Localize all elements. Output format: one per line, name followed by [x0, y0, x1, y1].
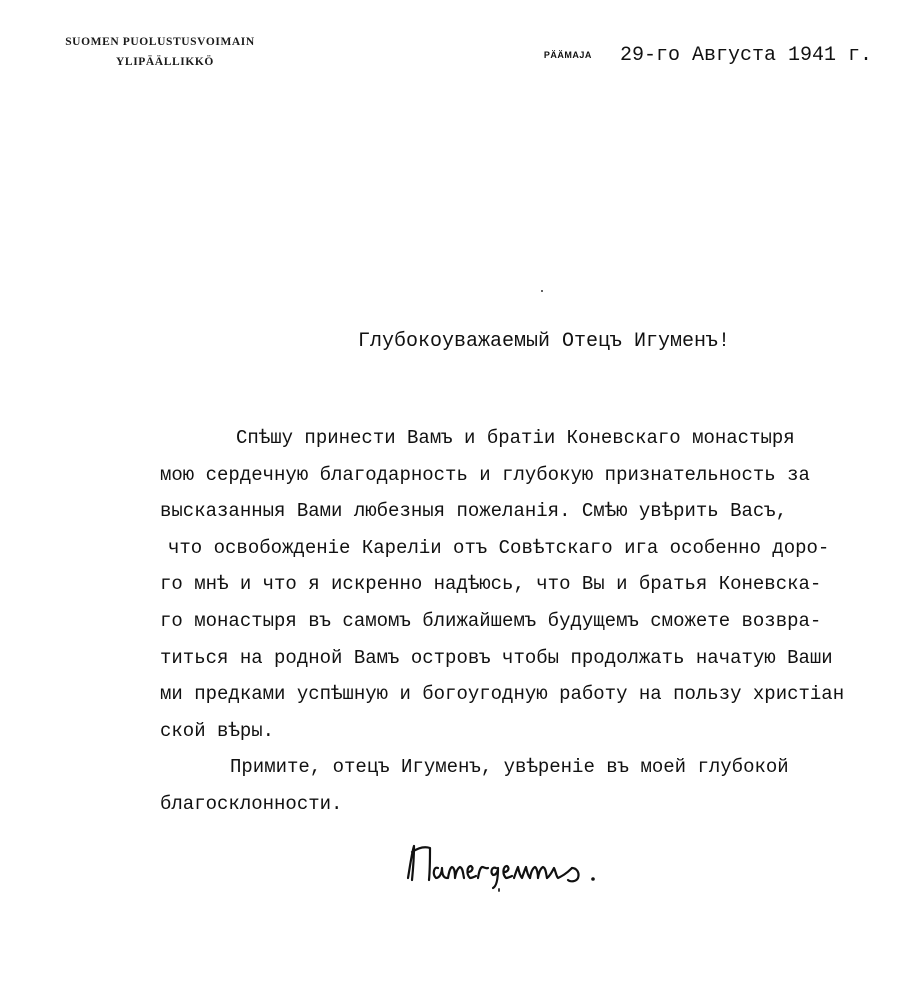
letterhead-line-1: SUOMEN PUOLUSTUSVOIMAIN — [65, 36, 255, 48]
letter-body — [160, 420, 900, 823]
closing-line: благосклонности. — [160, 792, 343, 815]
salutation: Глубокоуважаемый Отецъ Игуменъ! — [358, 330, 731, 353]
body-line: высказанныя Вами любезныя пожеланія. Смѣю увѣрить Васъ, — [160, 500, 788, 523]
signature — [400, 838, 630, 908]
body-line: ской вѣры. — [160, 719, 275, 742]
letterhead-line-2: YLIPÄÄLLIKKÖ — [116, 56, 214, 68]
dateline-place: PÄÄMAJA — [543, 49, 592, 60]
body-line: что освобожденіе Кареліи отъ Совѣтскаго ига особенно доро- — [168, 536, 830, 559]
body-line: ми предками успѣшную и богоугодную работу на пользу христіан — [160, 683, 845, 706]
scan-speck — [541, 290, 543, 292]
body-line: го мнѣ и что я искренно надѣюсь, что Вы и братья Коневска- — [160, 573, 822, 596]
body-line: титься на родной Вамъ островъ чтобы продолжать начатую Ваши — [160, 646, 833, 669]
closing-line: Примите, отецъ Игуменъ, увѣреніе въ моей глубокой — [230, 756, 789, 779]
letterhead — [28, 32, 292, 72]
body-line: го монастыря въ самомъ ближайшемъ будущемъ сможете возвра- — [160, 609, 822, 632]
dateline — [544, 44, 872, 67]
body-line: Спѣшу принести Вамъ и братіи Коневскаго монастыря — [236, 427, 795, 449]
dateline-date: 29-го Августа 1941 г. — [619, 44, 872, 67]
scan-speck — [498, 888, 500, 892]
body-line: мою сердечную благодарность и глубокую признательность за — [160, 463, 810, 486]
